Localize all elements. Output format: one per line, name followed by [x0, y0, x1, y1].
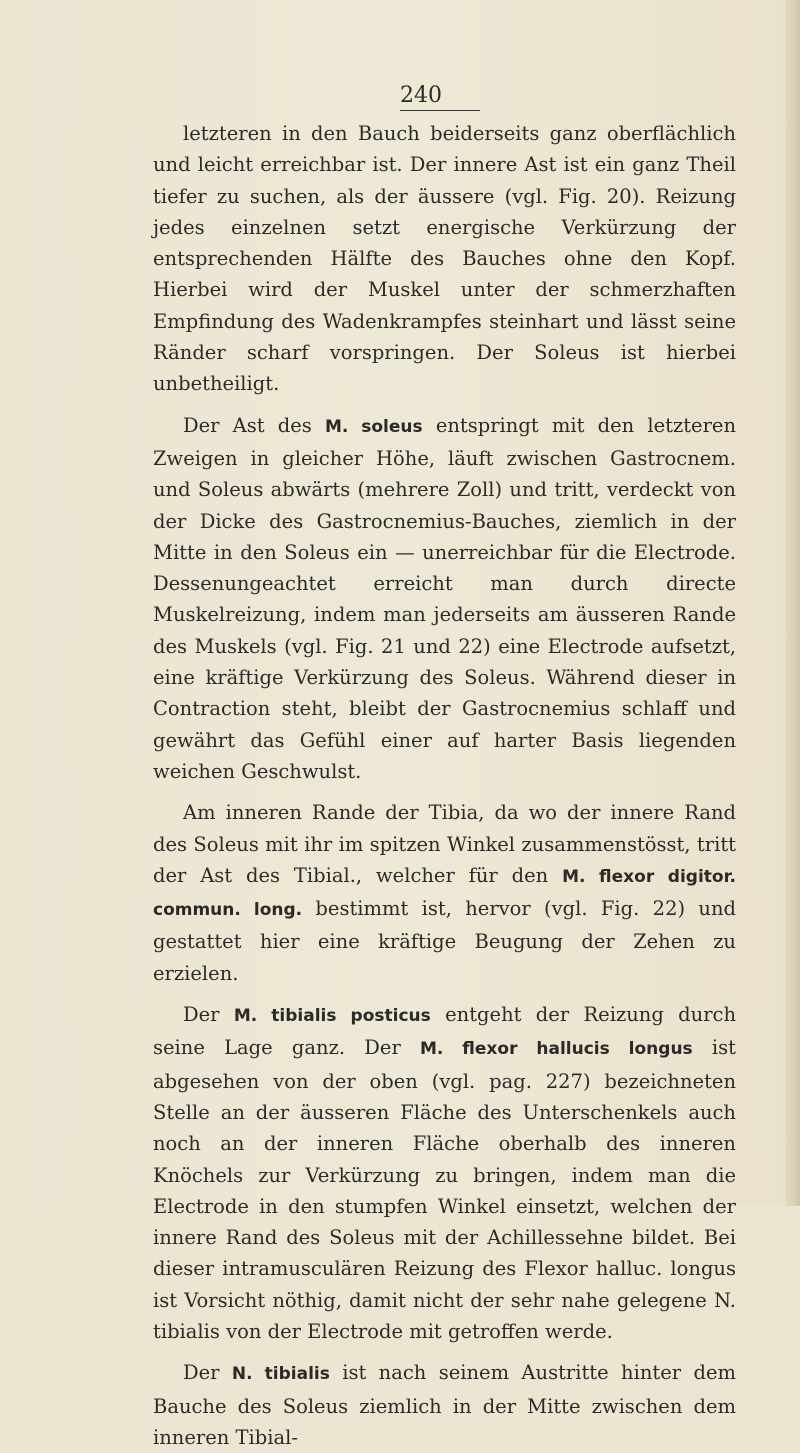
text-run: entgeht der Reizung durch seine Lage ganz. Der [153, 1003, 737, 1060]
text-run: bestimmt ist, hervor (vgl. Fig. 22) und gestattet hier eine kräftige Beugung der Zehen zu erzielen. [153, 897, 736, 985]
paragraph [153, 118, 736, 400]
spaced-term: N. tibialis [231, 1364, 330, 1385]
spaced-term: M. soleus [324, 416, 423, 437]
paragraph [153, 999, 736, 1347]
paragraph [153, 410, 736, 788]
page-edge [786, 0, 800, 1206]
text-run: Der [183, 1361, 232, 1385]
text-run: Am inneren Rande der Tibia, da wo der innere Rand des Soleus mit ihr im spitzen Winkel zusammenstösst, tritt der Ast des Tibial., welcher für den [153, 801, 736, 887]
spaced-term: M. flexor hallucis longus [419, 1039, 693, 1060]
text-run: entspringt mit den letzteren Zweigen in gleicher Höhe, läuft zwischen Gastrocnem. und Soleus abwärts (mehrere Zoll) und tritt, verdeckt von der Dicke des Gastrocnemius-Bauches, ziemlich in der Mitte in den Soleus ein — unerreichbar für die Electrode. Dessenungeachtet erreicht man durch directe Muskelreizung, indem man jederseits am äusseren Rande des Muskels (vgl. Fig. 21 und 22) eine Electrode aufsetzt, eine kräftige Verkürzung des Soleus. Während dieser in Contraction steht, bleibt der Gastrocnemius schlaff und gewährt das Gefühl einer auf harter Basis liegenden weichen Geschwulst. [153, 413, 737, 783]
body-text [153, 118, 736, 1453]
paragraph [153, 797, 736, 989]
text-run: Der Ast des [183, 413, 325, 437]
page-number: 240 [400, 82, 480, 111]
text-run: letzteren in den Bauch beiderseits ganz oberflächlich und leicht erreichbar ist. Der innere Ast ist ein ganz Theil tiefer zu suchen, als der äussere (vgl. Fig. 20). Reizung jedes einzelnen setzt energische Verkürzung der entsprechenden Hälfte des Bauches ohne den Kopf. Hierbei wird der Muskel unter der schmerzhaften Empfindung des Wadenkrampfes steinhart und lässt seine Ränder scharf vorspringen. Der Soleus ist hierbei unbetheiligt. [153, 122, 736, 396]
spaced-term: M. flexor digitor. commun. long. [153, 866, 736, 921]
text-run: Der [183, 1003, 234, 1027]
paragraph [153, 1357, 736, 1453]
text-run: ist nach seinem Austritte hinter dem Bauche des Soleus ziemlich in der Mitte zwischen dem inneren Tibial- [153, 1361, 736, 1449]
spaced-term: M. tibialis posticus [233, 1006, 431, 1027]
text-run: ist abgesehen von der oben (vgl. pag. 227) bezeichneten Stelle an der äusseren Fläche des Unterschenkels auch noch an der inneren Fläche oberhalb des inneren Knöchels zur Verkürzung zu bringen, indem man die Electrode in den stumpfen Winkel einsetzt, welchen der innere Rand des Soleus mit der Achillessehne bildet. Bei dieser intramusculären Reizung des Flexor halluc. longus ist Vorsicht nöthig, damit nicht der sehr nahe gelegene N. tibialis von der Electrode mit getroffen werde. [153, 1036, 736, 1343]
